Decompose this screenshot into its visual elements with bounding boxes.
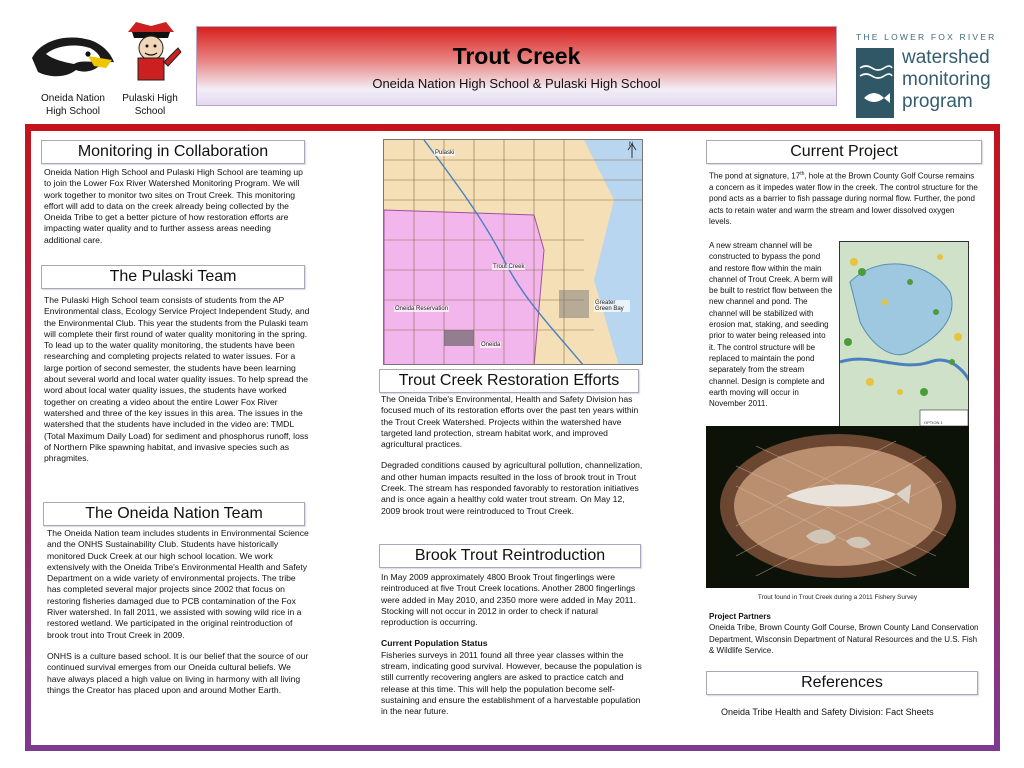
project-partners-heading: Project Partners	[709, 612, 771, 621]
pulaski-logo-caption: Pulaski High School	[122, 93, 178, 117]
restoration-section-title: Trout Creek Restoration Efforts	[379, 369, 639, 393]
watershed-map	[383, 139, 643, 365]
trout-in-net-photo-icon	[706, 426, 969, 588]
current-project-plan-text	[709, 240, 833, 419]
trout-photo	[706, 426, 969, 588]
oneida-section-title: The Oneida Nation Team	[43, 502, 305, 526]
restoration-section-body	[381, 394, 643, 527]
brook-trout-paragraph: In May 2009 approximately 4800 Brook Trout fingerlings were reintroduced at five Trout Creek locations. Another 2800 fingerlings were added in May 2010, and 2350 more were added in May 2011. Stocking will not occur in 2012 in order to check if natural reproduction is occurring.	[381, 572, 636, 628]
watershed-logo-top-line: THE LOWER FOX RIVER	[856, 32, 997, 42]
pulaski-section-body	[44, 295, 310, 474]
references-body	[721, 707, 971, 728]
monitoring-paragraph: Oneida Nation High School and Pulaski High School are teaming up to join the Lower Fox River Watershed Monitoring Program. We will work together to monitor two sites on Trout Creek. This monitoring effort will add to data on the creek already being collected by the Oneida Tribe to get a better picture of how restoration efforts are impacting water quality and to further assess areas needing additional care.	[44, 167, 303, 245]
monitoring-section-body	[44, 167, 310, 256]
map-graphic-icon	[384, 140, 643, 365]
population-status-heading: Current Population Status	[381, 638, 488, 649]
pirate-mascot-logo-icon	[118, 18, 184, 84]
watershed-fish-icon	[856, 48, 894, 118]
map-label-oneida: Oneida	[481, 342, 501, 348]
page-title: Trout Creek	[452, 43, 581, 69]
trout-photo-caption: Trout found in Trout Creek during a 2011 Fishery Survey	[757, 594, 918, 601]
current-project-text-1-sup: th	[800, 171, 805, 177]
population-status-paragraph: Fisheries surveys in 2011 found all three year classes within the stream, indicating good survival. However, because the population is still currently recovering anglers are asked to practice catch and release at this time. This will help the population become self-sustaining and ensure the establishment of a harvestable population in the near future.	[381, 649, 642, 717]
current-project-text-1b: , hole at the Brown County Golf Course remains a concern as it impedes water flow in the creek. The control structure for the pond acts as a barrier to fish passage during normal flow. Further, the pond acts to retain water and warm the stream and lower dissolved oxygen levels.	[709, 171, 978, 226]
watershed-logo-word3: program	[902, 91, 973, 112]
oneida-paragraph-2: ONHS is a culture based school. It is our belief that the source of our continued survival emerges from our Oneida cultural beliefs. We have always placed a high value on living in harmony with all living things the Creator has placed upon and around Mother Earth.	[47, 650, 309, 695]
watershed-logo-word2: monitoring	[902, 69, 991, 90]
reference-item: Oneida Tribe Health and Safety Division: Fact Sheets	[721, 707, 934, 717]
page-subtitle: Oneida Nation High School & Pulaski High School	[372, 76, 661, 91]
project-partners-list: Oneida Tribe, Brown County Golf Course, Brown County Land Conservation Department, Wisconsin Department of Natural Resources and the U.S. Fish & Wildlife Service.	[709, 623, 979, 655]
map-label-pulaski: Pulaski	[435, 150, 455, 156]
watershed-program-logo	[852, 30, 1012, 122]
restoration-paragraph-2: Degraded conditions caused by agricultural pollution, channelization, and other human impacts resulted in the loss of brook trout in Trout Creek. The stream has responded favorably to restoration initiatives and is once again a healthy cold water trout stream. On May 12, 2009 brook trout were reintroduced to Trout Creek.	[381, 460, 643, 516]
current-project-section-title: Current Project	[706, 140, 982, 164]
pulaski-paragraph: The Pulaski High School team consists of students from the AP Environmental class, Ecology Service Project Independent Study, and the Environmental Club. This year the students from the Pulaski team will complete their first round of water quality monitoring in the spring. To lead up to the water quality monitoring, the students have been researching and completing projects related to water issues. For a large portion of second semester, the students have been learning about several world and local water quality issues. To help spread the word about local water quality issues, the students have worked together on creating a video about the entire Lower Fox River watershed and three of the key issues in this area. The issues in the watershed that the students have included in the video are: TMDL (Total Maximum Daily Load) for sediment and phosphorus runoff, loss of Northern Pike spawning habitat, and invasive species such as phragmites.	[44, 295, 310, 464]
oneida-logo-caption: Oneida Nation High School	[41, 93, 105, 117]
current-project-paragraph-2: A new stream channel will be constructed to bypass the pond and restore flow within the main channel of Trout Creek. A berm will be built to restrict flow between the new channel and pond. The channel will be stabilized with erosion mat, staking, and seeding prior to water being released into it. The control structure will be replaced to maintain the pond separately from the stream channel. Design is complete and earth moving will occur in November 2011.	[709, 241, 833, 409]
references-section-title: References	[706, 671, 978, 695]
poster-frame	[25, 124, 1000, 751]
channel-design-drawing	[839, 241, 969, 427]
oneida-section-body	[47, 528, 309, 706]
pulaski-section-title: The Pulaski Team	[41, 265, 305, 289]
title-banner	[196, 26, 837, 106]
project-partners-block	[709, 611, 979, 656]
brook-trout-section-body	[381, 572, 643, 718]
restoration-paragraph-1: The Oneida Tribe's Environmental, Health and Safety Division has focused much of its restoration efforts over the past ten years within the Trout Creek Watershed. Projects within the watershed have targeted land protection, stream habitat work, and improved agricultural practices.	[381, 394, 639, 450]
map-label-greater-green-bay: Greater Green Bay	[594, 300, 630, 312]
brook-trout-section-title: Brook Trout Reintroduction	[379, 544, 641, 568]
map-label-trout-creek: Trout Creek	[493, 264, 525, 270]
current-project-intro	[709, 169, 979, 227]
design-plan-caption: OPTION 1	[924, 420, 943, 425]
design-plan-graphic-icon	[840, 242, 969, 427]
eagle-logo-icon	[28, 32, 116, 84]
map-label-oneida-reservation: Oneida Reservation	[395, 306, 449, 312]
watershed-logo-word1: watershed	[902, 47, 990, 68]
current-project-text-1a: The pond at signature, 17	[709, 171, 801, 181]
poster-panel	[31, 131, 994, 745]
oneida-paragraph-1: The Oneida Nation team includes students in Environmental Science and the ONHS Sustainability Club. Students have historically monitored Duck Creek at our high school location. We work extensively with the Oneida Tribe's Environmental Health and Safety Department on a wide variety of environmental projects. The tribe has completed several major projects since 2002 that focus on restoring fisheries damaged due to PCB contamination of the Fox River watershed. In fall 2011, we assisted with sowing wild rice in a restored wetland. We participated in the original reintroduction of brook trout into Trout Creek in 2009.	[47, 528, 309, 640]
map-north-label: N	[629, 142, 634, 148]
monitoring-section-title: Monitoring in Collaboration	[41, 140, 305, 164]
